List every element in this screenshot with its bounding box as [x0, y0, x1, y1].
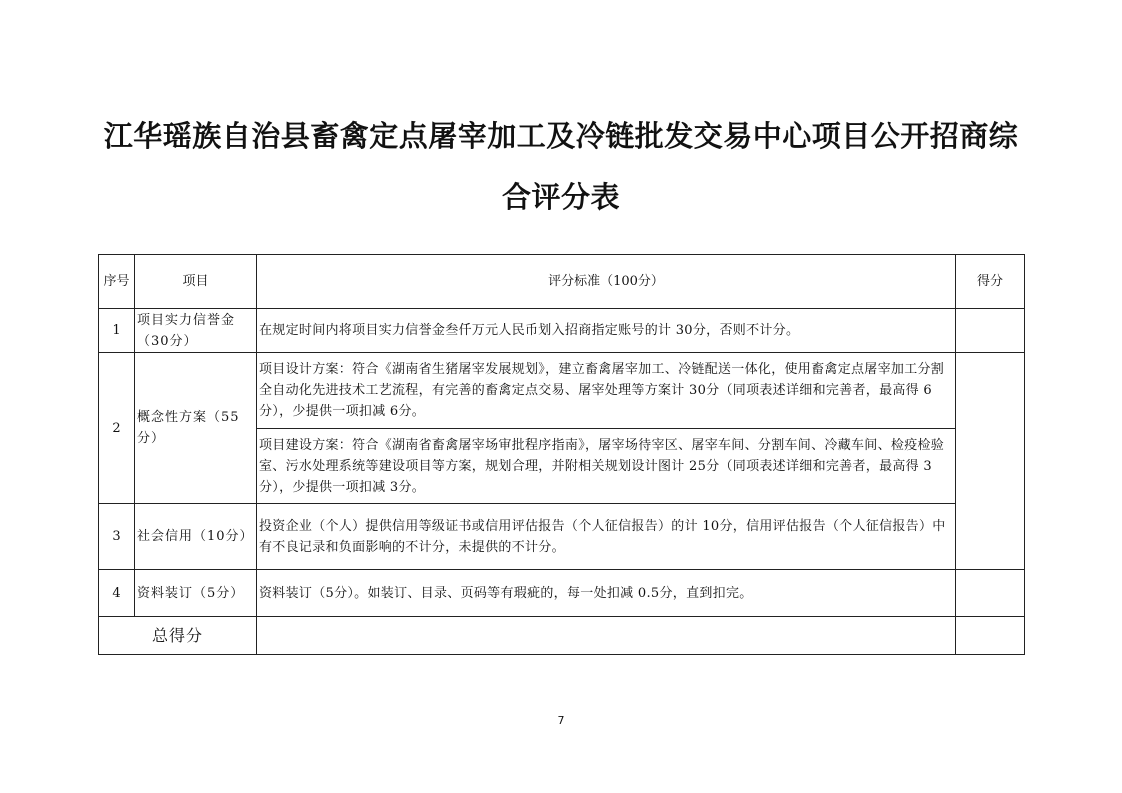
row-4-no: 4 [99, 570, 135, 617]
row-3-criteria: 投资企业（个人）提供信用等级证书或信用评估报告（个人征信报告）的计 10分，信用评估报告（个人征信报告）中有不良记录和负面影响的不计分，未提供的不计分。 [257, 504, 956, 570]
row-2-criteria-design: 项目设计方案：符合《湖南省生猪屠宰发展规划》，建立畜禽屠宰加工、冷链配送一体化，使用畜禽定点屠宰加工分割全自动化先进技术工艺流程，有完善的畜禽定点交易、屠宰处理等方案计 30分（同项表述详细和完善者，最高得 6分），少提供一项扣减 6分。 [257, 353, 956, 429]
header-score: 得分 [956, 255, 1025, 309]
row-3-item: 社会信用（10分） [135, 504, 257, 570]
row-2-criteria-construction: 项目建设方案：符合《湖南省畜禽屠宰场审批程序指南》，屠宰场待宰区、屠宰车间、分割车间、冷藏车间、检疫检验室、污水处理系统等建设项目等方案，规划合理，并附相关规划设计图计 25分（同项表述详细和完善者，最高得 3分），少提供一项扣减 3分。 [257, 429, 956, 504]
row-2-3-score-cell [956, 353, 1025, 570]
row-1-score-cell [956, 309, 1025, 353]
scoring-table [98, 254, 1025, 655]
total-score-cell [956, 617, 1025, 655]
header-item: 项目 [135, 255, 257, 309]
document-title-line-1: 江华瑶族自治县畜禽定点屠宰加工及冷链批发交易中心项目公开招商综 [103, 119, 1019, 153]
row-4-item: 资料装订（5分） [135, 570, 257, 617]
total-row [99, 617, 1025, 655]
table-header-row [99, 255, 1025, 309]
total-criteria-cell [257, 617, 956, 655]
table-row [99, 309, 1025, 353]
table-row [99, 570, 1025, 617]
row-3-no: 3 [99, 504, 135, 570]
row-2-no: 2 [99, 353, 135, 504]
header-no: 序号 [99, 255, 135, 309]
document-title-line-2: 合评分表 [501, 180, 620, 214]
table-row [99, 504, 1025, 570]
row-2-item: 概念性方案（55分） [135, 353, 257, 504]
row-1-item: 项目实力信誉金（30分） [135, 309, 257, 353]
header-criteria: 评分标准（100分） [257, 255, 956, 309]
total-score-label: 总得分 [99, 617, 257, 655]
row-4-score-cell [956, 570, 1025, 617]
page-number: 7 [557, 714, 565, 727]
row-1-criteria: 在规定时间内将项目实力信誉金叁仟万元人民币划入招商指定账号的计 30分，否则不计分。 [257, 309, 956, 353]
table-row [99, 353, 1025, 429]
row-1-no: 1 [99, 309, 135, 353]
row-4-criteria: 资料装订（5分）。如装订、目录、页码等有瑕疵的，每一处扣减 0.5分，直到扣完。 [257, 570, 956, 617]
